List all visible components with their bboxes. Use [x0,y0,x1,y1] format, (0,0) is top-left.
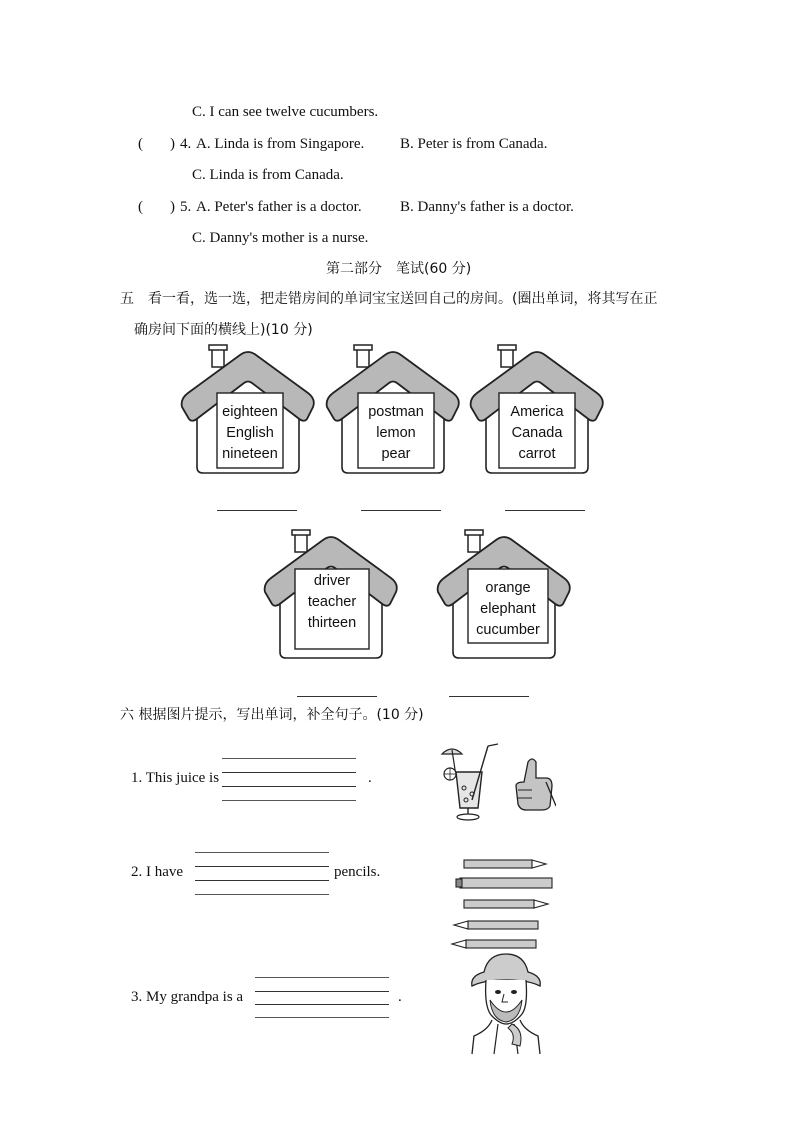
item1-suffix: . [368,770,372,786]
juice-glass-icon [438,740,518,822]
writing-line-base [255,1004,389,1005]
writing-line-bottom [255,1017,389,1018]
house-word[interactable]: America [510,404,564,420]
writing-line-bottom [222,800,356,801]
house-word[interactable]: Canada [511,425,563,441]
house-word[interactable]: postman [368,404,424,420]
house-word[interactable]: elephant [480,601,536,617]
q4-option-c: C. Linda is from Canada. [192,167,344,183]
house-word[interactable]: teacher [307,594,357,610]
writing-line-answer[interactable] [255,991,389,992]
part2-title: 第二部分 笔试(60 分) [326,261,472,277]
item2-suffix: pencils. [334,864,381,880]
answer-line[interactable] [449,696,529,697]
answer-line[interactable] [217,510,297,511]
q4-paren-close: ) [170,136,175,152]
answer-line[interactable] [505,510,585,511]
house-word[interactable]: pear [381,446,411,462]
writing-line-answer[interactable] [222,772,356,773]
writing-line-base [222,786,356,787]
house-word[interactable]: nineteen [222,446,278,462]
house-2 [325,345,460,475]
writing-line-top [195,852,329,853]
house-word[interactable]: lemon [376,425,416,441]
house-word[interactable]: driver [313,573,351,589]
section5-instruction-line1: 五 看一看，选一选，把走错房间的单词宝宝送回自己的房间。(圈出单词，将其写在正 [120,291,658,307]
item3-suffix: . [398,989,402,1005]
house-4 [263,530,398,660]
writing-line-top [222,758,356,759]
house-word[interactable]: thirteen [307,615,357,631]
answer-line[interactable] [361,510,441,511]
q4-option-a: A. Linda is from Singapore. [196,136,365,152]
house-word[interactable]: English [226,425,274,441]
q5-option-a: A. Peter's father is a doctor. [196,199,362,215]
farmer-grandpa-icon [468,950,544,1056]
q3-option-c: C. I can see twelve cucumbers. [192,104,379,120]
item1-prefix: 1. This juice is [131,770,220,786]
writing-line-bottom [195,894,329,895]
q5-number: 5. [180,199,192,215]
house-word[interactable]: carrot [518,446,556,462]
house-word[interactable]: orange [485,580,531,596]
pencils-icon [450,855,555,955]
section6-title: 六 根据图片提示，写出单词，补全句子。(10 分) [120,707,424,723]
q5-paren-close: ) [170,199,175,215]
q4-paren-open: ( [138,136,143,152]
thumbs-up-icon [508,756,556,812]
q5-paren-open: ( [138,199,143,215]
q4-number: 4. [180,136,192,152]
house-1 [180,345,315,475]
house-word[interactable]: cucumber [476,622,540,638]
writing-line-top [255,977,389,978]
q5-option-b: B. Danny's father is a doctor. [400,199,574,215]
section5-instruction-line2: 确房间下面的横线上)(10 分) [134,322,313,338]
writing-line-base [195,880,329,881]
writing-line-answer[interactable] [195,866,329,867]
item3-prefix: 3. My grandpa is a [131,989,244,1005]
answer-line[interactable] [297,696,377,697]
house-3 [469,345,604,475]
item2-prefix: 2. I have [131,864,184,880]
house-word[interactable]: eighteen [222,404,278,420]
house-5 [436,530,571,660]
q5-option-c: C. Danny's mother is a nurse. [192,230,369,246]
q4-option-b: B. Peter is from Canada. [400,136,548,152]
